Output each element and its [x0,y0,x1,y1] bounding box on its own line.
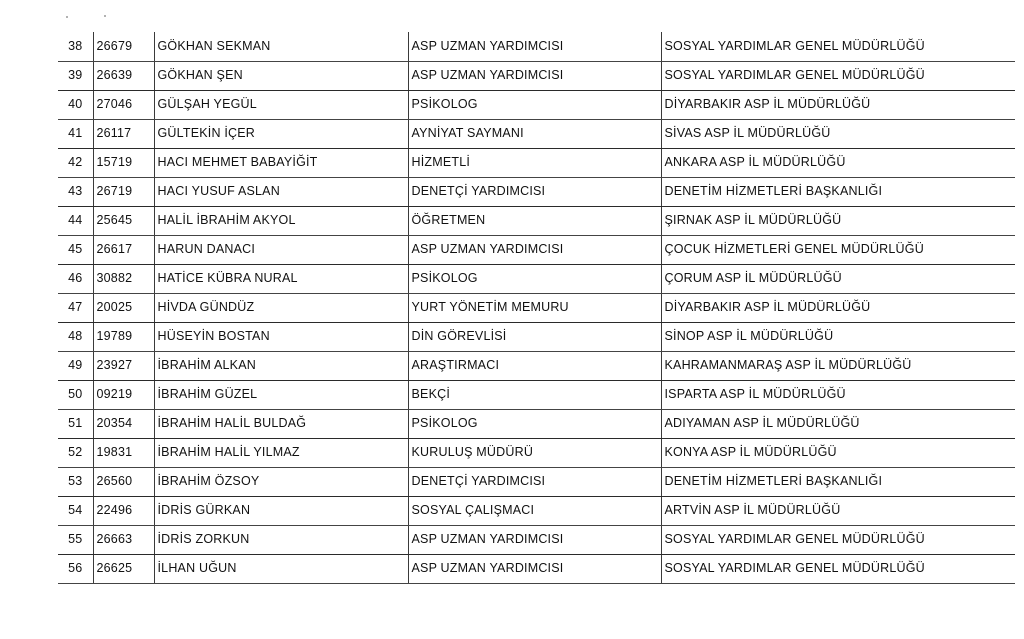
person-name-cell: GÜLTEKİN İÇER [154,119,408,148]
scan-speck [66,16,68,18]
personnel-table-body [58,32,1015,583]
table-row [58,554,1015,583]
department-cell: ŞIRNAK ASP İL MÜDÜRLÜĞÜ [661,206,1015,235]
person-name-cell: HÜSEYİN BOSTAN [154,322,408,351]
department-cell: DENETİM HİZMETLERİ BAŞKANLIĞI [661,467,1015,496]
department-cell: KAHRAMANMARAŞ ASP İL MÜDÜRLÜĞÜ [661,351,1015,380]
row-number-cell: 50 [58,380,93,409]
person-name-cell: HACI MEHMET BABAYİĞİT [154,148,408,177]
row-number-cell: 45 [58,235,93,264]
registry-number-cell: 30882 [93,264,154,293]
table-row [58,32,1015,61]
job-title-cell: ASP UZMAN YARDIMCISI [408,61,661,90]
person-name-cell: İDRİS ZORKUN [154,525,408,554]
table-row [58,235,1015,264]
person-name-cell: HARUN DANACI [154,235,408,264]
job-title-cell: DENETÇİ YARDIMCISI [408,177,661,206]
person-name-cell: İBRAHİM ÖZSOY [154,467,408,496]
personnel-table [58,32,1015,584]
job-title-cell: ASP UZMAN YARDIMCISI [408,235,661,264]
row-number-cell: 40 [58,90,93,119]
registry-number-cell: 23927 [93,351,154,380]
row-number-cell: 46 [58,264,93,293]
department-cell: DİYARBAKIR ASP İL MÜDÜRLÜĞÜ [661,90,1015,119]
registry-number-cell: 27046 [93,90,154,119]
department-cell: SİNOP ASP İL MÜDÜRLÜĞÜ [661,322,1015,351]
row-number-cell: 47 [58,293,93,322]
registry-number-cell: 20354 [93,409,154,438]
registry-number-cell: 26560 [93,467,154,496]
job-title-cell: PSİKOLOG [408,90,661,119]
department-cell: SİVAS ASP İL MÜDÜRLÜĞÜ [661,119,1015,148]
department-cell: DİYARBAKIR ASP İL MÜDÜRLÜĞÜ [661,293,1015,322]
table-row [58,351,1015,380]
person-name-cell: GÖKHAN ŞEN [154,61,408,90]
registry-number-cell: 22496 [93,496,154,525]
row-number-cell: 51 [58,409,93,438]
person-name-cell: HALİL İBRAHİM AKYOL [154,206,408,235]
job-title-cell: ASP UZMAN YARDIMCISI [408,554,661,583]
job-title-cell: ARAŞTIRMACI [408,351,661,380]
department-cell: ARTVİN ASP İL MÜDÜRLÜĞÜ [661,496,1015,525]
row-number-cell: 38 [58,32,93,61]
person-name-cell: HACI YUSUF ASLAN [154,177,408,206]
table-row [58,409,1015,438]
job-title-cell: ÖĞRETMEN [408,206,661,235]
table-row [58,148,1015,177]
table-row [58,177,1015,206]
person-name-cell: HİVDA GÜNDÜZ [154,293,408,322]
person-name-cell: GÖKHAN SEKMAN [154,32,408,61]
table-row [58,380,1015,409]
department-cell: ÇOCUK HİZMETLERİ GENEL MÜDÜRLÜĞÜ [661,235,1015,264]
row-number-cell: 44 [58,206,93,235]
registry-number-cell: 26663 [93,525,154,554]
registry-number-cell: 26117 [93,119,154,148]
job-title-cell: ASP UZMAN YARDIMCISI [408,525,661,554]
job-title-cell: SOSYAL ÇALIŞMACI [408,496,661,525]
table-row [58,206,1015,235]
job-title-cell: PSİKOLOG [408,264,661,293]
person-name-cell: İDRİS GÜRKAN [154,496,408,525]
person-name-cell: GÜLŞAH YEGÜL [154,90,408,119]
table-row [58,438,1015,467]
person-name-cell: İBRAHİM ALKAN [154,351,408,380]
department-cell: SOSYAL YARDIMLAR GENEL MÜDÜRLÜĞÜ [661,61,1015,90]
person-name-cell: İLHAN UĞUN [154,554,408,583]
row-number-cell: 52 [58,438,93,467]
person-name-cell: İBRAHİM HALİL BULDAĞ [154,409,408,438]
job-title-cell: PSİKOLOG [408,409,661,438]
row-number-cell: 54 [58,496,93,525]
registry-number-cell: 09219 [93,380,154,409]
row-number-cell: 42 [58,148,93,177]
row-number-cell: 41 [58,119,93,148]
person-name-cell: İBRAHİM HALİL YILMAZ [154,438,408,467]
job-title-cell: YURT YÖNETİM MEMURU [408,293,661,322]
department-cell: SOSYAL YARDIMLAR GENEL MÜDÜRLÜĞÜ [661,32,1015,61]
scan-speck [104,15,106,17]
registry-number-cell: 25645 [93,206,154,235]
row-number-cell: 48 [58,322,93,351]
row-number-cell: 55 [58,525,93,554]
department-cell: DENETİM HİZMETLERİ BAŞKANLIĞI [661,177,1015,206]
registry-number-cell: 26625 [93,554,154,583]
registry-number-cell: 19789 [93,322,154,351]
job-title-cell: AYNİYAT SAYMANI [408,119,661,148]
row-number-cell: 49 [58,351,93,380]
registry-number-cell: 26719 [93,177,154,206]
department-cell: ADIYAMAN ASP İL MÜDÜRLÜĞÜ [661,409,1015,438]
person-name-cell: İBRAHİM GÜZEL [154,380,408,409]
row-number-cell: 39 [58,61,93,90]
job-title-cell: DENETÇİ YARDIMCISI [408,467,661,496]
registry-number-cell: 15719 [93,148,154,177]
table-row [58,496,1015,525]
table-row [58,264,1015,293]
job-title-cell: BEKÇİ [408,380,661,409]
table-row [58,119,1015,148]
department-cell: ANKARA ASP İL MÜDÜRLÜĞÜ [661,148,1015,177]
job-title-cell: KURULUŞ MÜDÜRÜ [408,438,661,467]
registry-number-cell: 26639 [93,61,154,90]
person-name-cell: HATİCE KÜBRA NURAL [154,264,408,293]
registry-number-cell: 19831 [93,438,154,467]
registry-number-cell: 20025 [93,293,154,322]
department-cell: ISPARTA ASP İL MÜDÜRLÜĞÜ [661,380,1015,409]
job-title-cell: DİN GÖREVLİSİ [408,322,661,351]
registry-number-cell: 26679 [93,32,154,61]
table-row [58,525,1015,554]
job-title-cell: ASP UZMAN YARDIMCISI [408,32,661,61]
department-cell: SOSYAL YARDIMLAR GENEL MÜDÜRLÜĞÜ [661,525,1015,554]
table-row [58,322,1015,351]
table-row [58,61,1015,90]
table-row [58,293,1015,322]
table-row [58,90,1015,119]
registry-number-cell: 26617 [93,235,154,264]
table-row [58,467,1015,496]
row-number-cell: 53 [58,467,93,496]
department-cell: SOSYAL YARDIMLAR GENEL MÜDÜRLÜĞÜ [661,554,1015,583]
department-cell: KONYA ASP İL MÜDÜRLÜĞÜ [661,438,1015,467]
job-title-cell: HİZMETLİ [408,148,661,177]
department-cell: ÇORUM ASP İL MÜDÜRLÜĞÜ [661,264,1015,293]
row-number-cell: 43 [58,177,93,206]
row-number-cell: 56 [58,554,93,583]
